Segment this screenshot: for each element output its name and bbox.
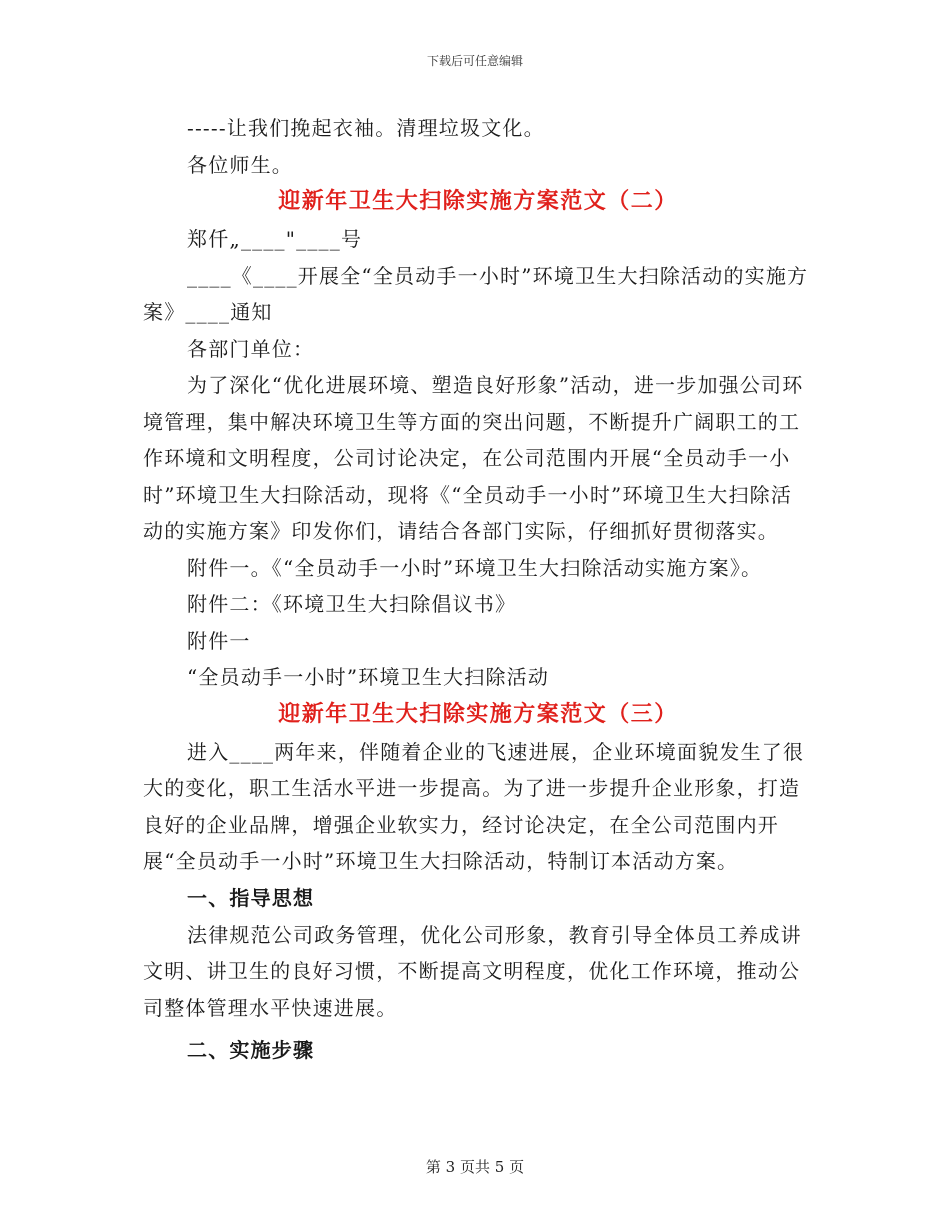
document-body [143, 110, 813, 1069]
paragraph-body-1: 为了深化“优化进展环境、塑造良好形象”活动，进一步加强公司环境管理，集中解决环境卫生等方面的突出问题，不断提升广阔职工的工作环境和文明程度，公司讨论决定，在公司范围内开展“全员动手一小时”环境卫生大扫除活动，现将《“全员动手一小时”环境卫生大扫除活动的实施方案》印发你们，请结合各部门实际，仔细抓好贯彻落实。 [143, 373, 804, 543]
section-title-3: 迎新年卫生大扫除实施方案范文（三） [278, 701, 678, 727]
paragraph-attachment-label: 附件一 [187, 628, 251, 653]
page-header: 下载后可任意编辑 [426, 54, 523, 68]
section-title-2: 迎新年卫生大扫除实施方案范文（二） [278, 189, 678, 214]
heading-guiding-ideology: 一、指导思想 [187, 885, 315, 910]
paragraph-addressee: 各部门单位： [187, 336, 315, 361]
paragraph-attachment-1: 附件一。《“全员动手一小时”环境卫生大扫除活动实施方案》。 [187, 555, 763, 580]
paragraph-body-2: 进入____两年来，伴随着企业的飞速进展，企业环境面貌发生了很大的变化，职工生活水平进一步提高。为了进一步提升企业形象，打造良好的企业品牌，增强企业软实力，经讨论决定，在全公司范围内开展“全员动手一小时”环境卫生大扫除活动，特制订本活动方案。 [143, 739, 805, 873]
paragraph-greeting: 各位师生。 [187, 152, 293, 177]
paragraph-notice-title: ____《____开展全“全员动手一小时”环境卫生大扫除活动的实施方案》____通知 [143, 263, 809, 324]
paragraph-activity-name: “全员动手一小时”环境卫生大扫除活动 [187, 665, 550, 689]
heading-implementation-steps: 二、实施步骤 [187, 1038, 315, 1062]
paragraph-slogan: -----让我们挽起衣袖。清理垃圾文化。 [187, 116, 545, 140]
paragraph-body-3: 法律规范公司政务管理，优化公司形象，教育引导全体员工养成讲文明、讲卫生的良好习惯，不断提高文明程度，优化工作环境，推动公司整体管理水平快速进展。 [143, 922, 802, 1020]
page-footer: 第 3 页共 5 页 [425, 1158, 525, 1176]
paragraph-attachment-2: 附件二：《环境卫生大扫除倡议书》 [187, 592, 517, 616]
paragraph-doc-number: 郑仟„____"____号 [187, 227, 363, 251]
